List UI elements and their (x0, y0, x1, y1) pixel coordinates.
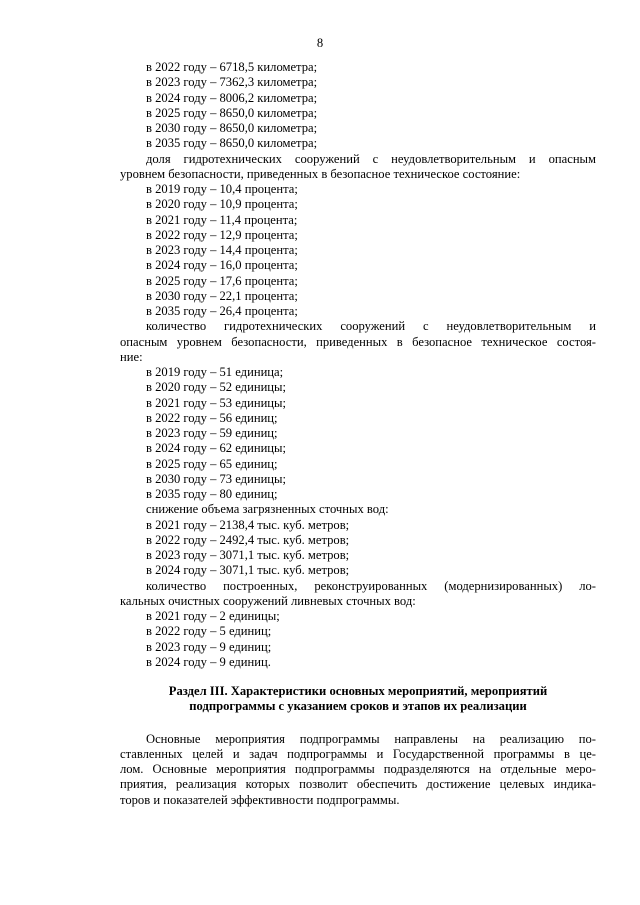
list-item: в 2021 году – 11,4 процента; (146, 212, 298, 227)
list-item: в 2025 году – 17,6 процента; (146, 273, 298, 288)
paragraph-line: приятия, реализация которых позволит обеспечить достижение целевых индика- (120, 777, 596, 792)
page-number: 8 (316, 36, 324, 50)
list-item: в 2023 году – 7362,3 километра; (146, 75, 318, 90)
indicator-treatment-facilities (120, 579, 596, 671)
section-heading-line: Раздел III. Характеристики основных мероприятий, мероприятий (168, 684, 548, 698)
indicator-intro: уровнем безопасности, приведенных в безопасное техническое состояние: (120, 166, 521, 181)
list-kilometers (120, 60, 596, 152)
list-item: в 2023 году – 9 единиц; (146, 639, 272, 654)
list-item: в 2030 году – 73 единицы; (146, 471, 287, 486)
indicator-share-hydraulic-structures (120, 152, 596, 320)
indicator-count-hydraulic-structures (120, 319, 596, 502)
indicator-intro: снижение объема загрязненных сточных вод: (146, 502, 389, 517)
list-item: в 2022 году – 12,9 процента; (146, 227, 298, 242)
page-content (120, 60, 596, 808)
indicator-intro: кальных очистных сооружений ливневых сточных вод: (120, 593, 416, 608)
list-item: в 2024 году – 3071,1 тыс. куб. метров; (146, 563, 350, 578)
indicator-intro: опасным уровнем безопасности, приведенных в безопасное техническое состоя- (120, 334, 596, 349)
list-item: в 2020 году – 10,9 процента; (146, 197, 298, 212)
list-item: в 2021 году – 2 единицы; (146, 609, 280, 623)
list-item: в 2021 году – 53 единицы; (146, 395, 287, 410)
list-item: в 2035 году – 8650,0 километра; (146, 136, 318, 151)
list-item: в 2024 году – 62 единицы; (146, 441, 287, 456)
paragraph-line: лом. Основные мероприятия подпрограммы подразделяются на отдельные меро- (120, 762, 596, 776)
indicator-intro: ние: (120, 349, 143, 364)
list-item: в 2022 году – 6718,5 километра; (146, 60, 318, 74)
list-item: в 2035 году – 26,4 процента; (146, 304, 298, 318)
list-item: в 2023 году – 14,4 процента; (146, 243, 298, 257)
list-item: в 2030 году – 22,1 процента; (146, 288, 298, 303)
paragraph-line: Основные мероприятия подпрограммы направлены на реализацию по- (146, 731, 596, 746)
section-heading-line: подпрограммы с указанием сроков и этапов их реализации (189, 699, 527, 714)
list-item: в 2025 году – 65 единиц; (146, 456, 278, 471)
list-item: в 2024 году – 8006,2 километра; (146, 90, 318, 105)
list-item: в 2024 году – 9 единиц. (146, 654, 271, 669)
list-item: в 2022 году – 5 единиц; (146, 624, 272, 639)
list-item: в 2020 году – 52 единицы; (146, 380, 287, 395)
list-item: в 2022 году – 2492,4 тыс. куб. метров; (146, 532, 350, 547)
indicator-intro: количество построенных, реконструированных (модернизированных) ло- (146, 578, 596, 593)
list-item: в 2022 году – 56 единиц; (146, 410, 278, 425)
indicator-intro: доля гидротехнических сооружений с неудовлетворительным и опасным (146, 151, 596, 166)
list-item: в 2024 году – 16,0 процента; (146, 258, 298, 273)
list-item: в 2023 году – 59 единиц; (146, 426, 278, 440)
section-paragraph (120, 732, 596, 808)
list-item: в 2030 году – 8650,0 километра; (146, 121, 318, 135)
list-item: в 2019 году – 51 единица; (146, 365, 284, 379)
paragraph-line: торов и показателей эффективности подпрограммы. (120, 792, 400, 807)
list-item: в 2035 году – 80 единиц; (146, 487, 278, 501)
paragraph-line: ставленных целей и задач подпрограммы и Государственной программы в це- (120, 746, 596, 761)
indicator-intro: количество гидротехнических сооружений с неудовлетворительным и (146, 319, 596, 334)
list-item: в 2021 году – 2138,4 тыс. куб. метров; (146, 517, 350, 532)
section-heading (120, 684, 596, 715)
list-item: в 2023 году – 3071,1 тыс. куб. метров; (146, 548, 350, 562)
list-item: в 2019 году – 10,4 процента; (146, 182, 298, 196)
list-item: в 2025 году – 8650,0 километра; (146, 105, 318, 120)
indicator-wastewater-reduction (120, 502, 596, 578)
